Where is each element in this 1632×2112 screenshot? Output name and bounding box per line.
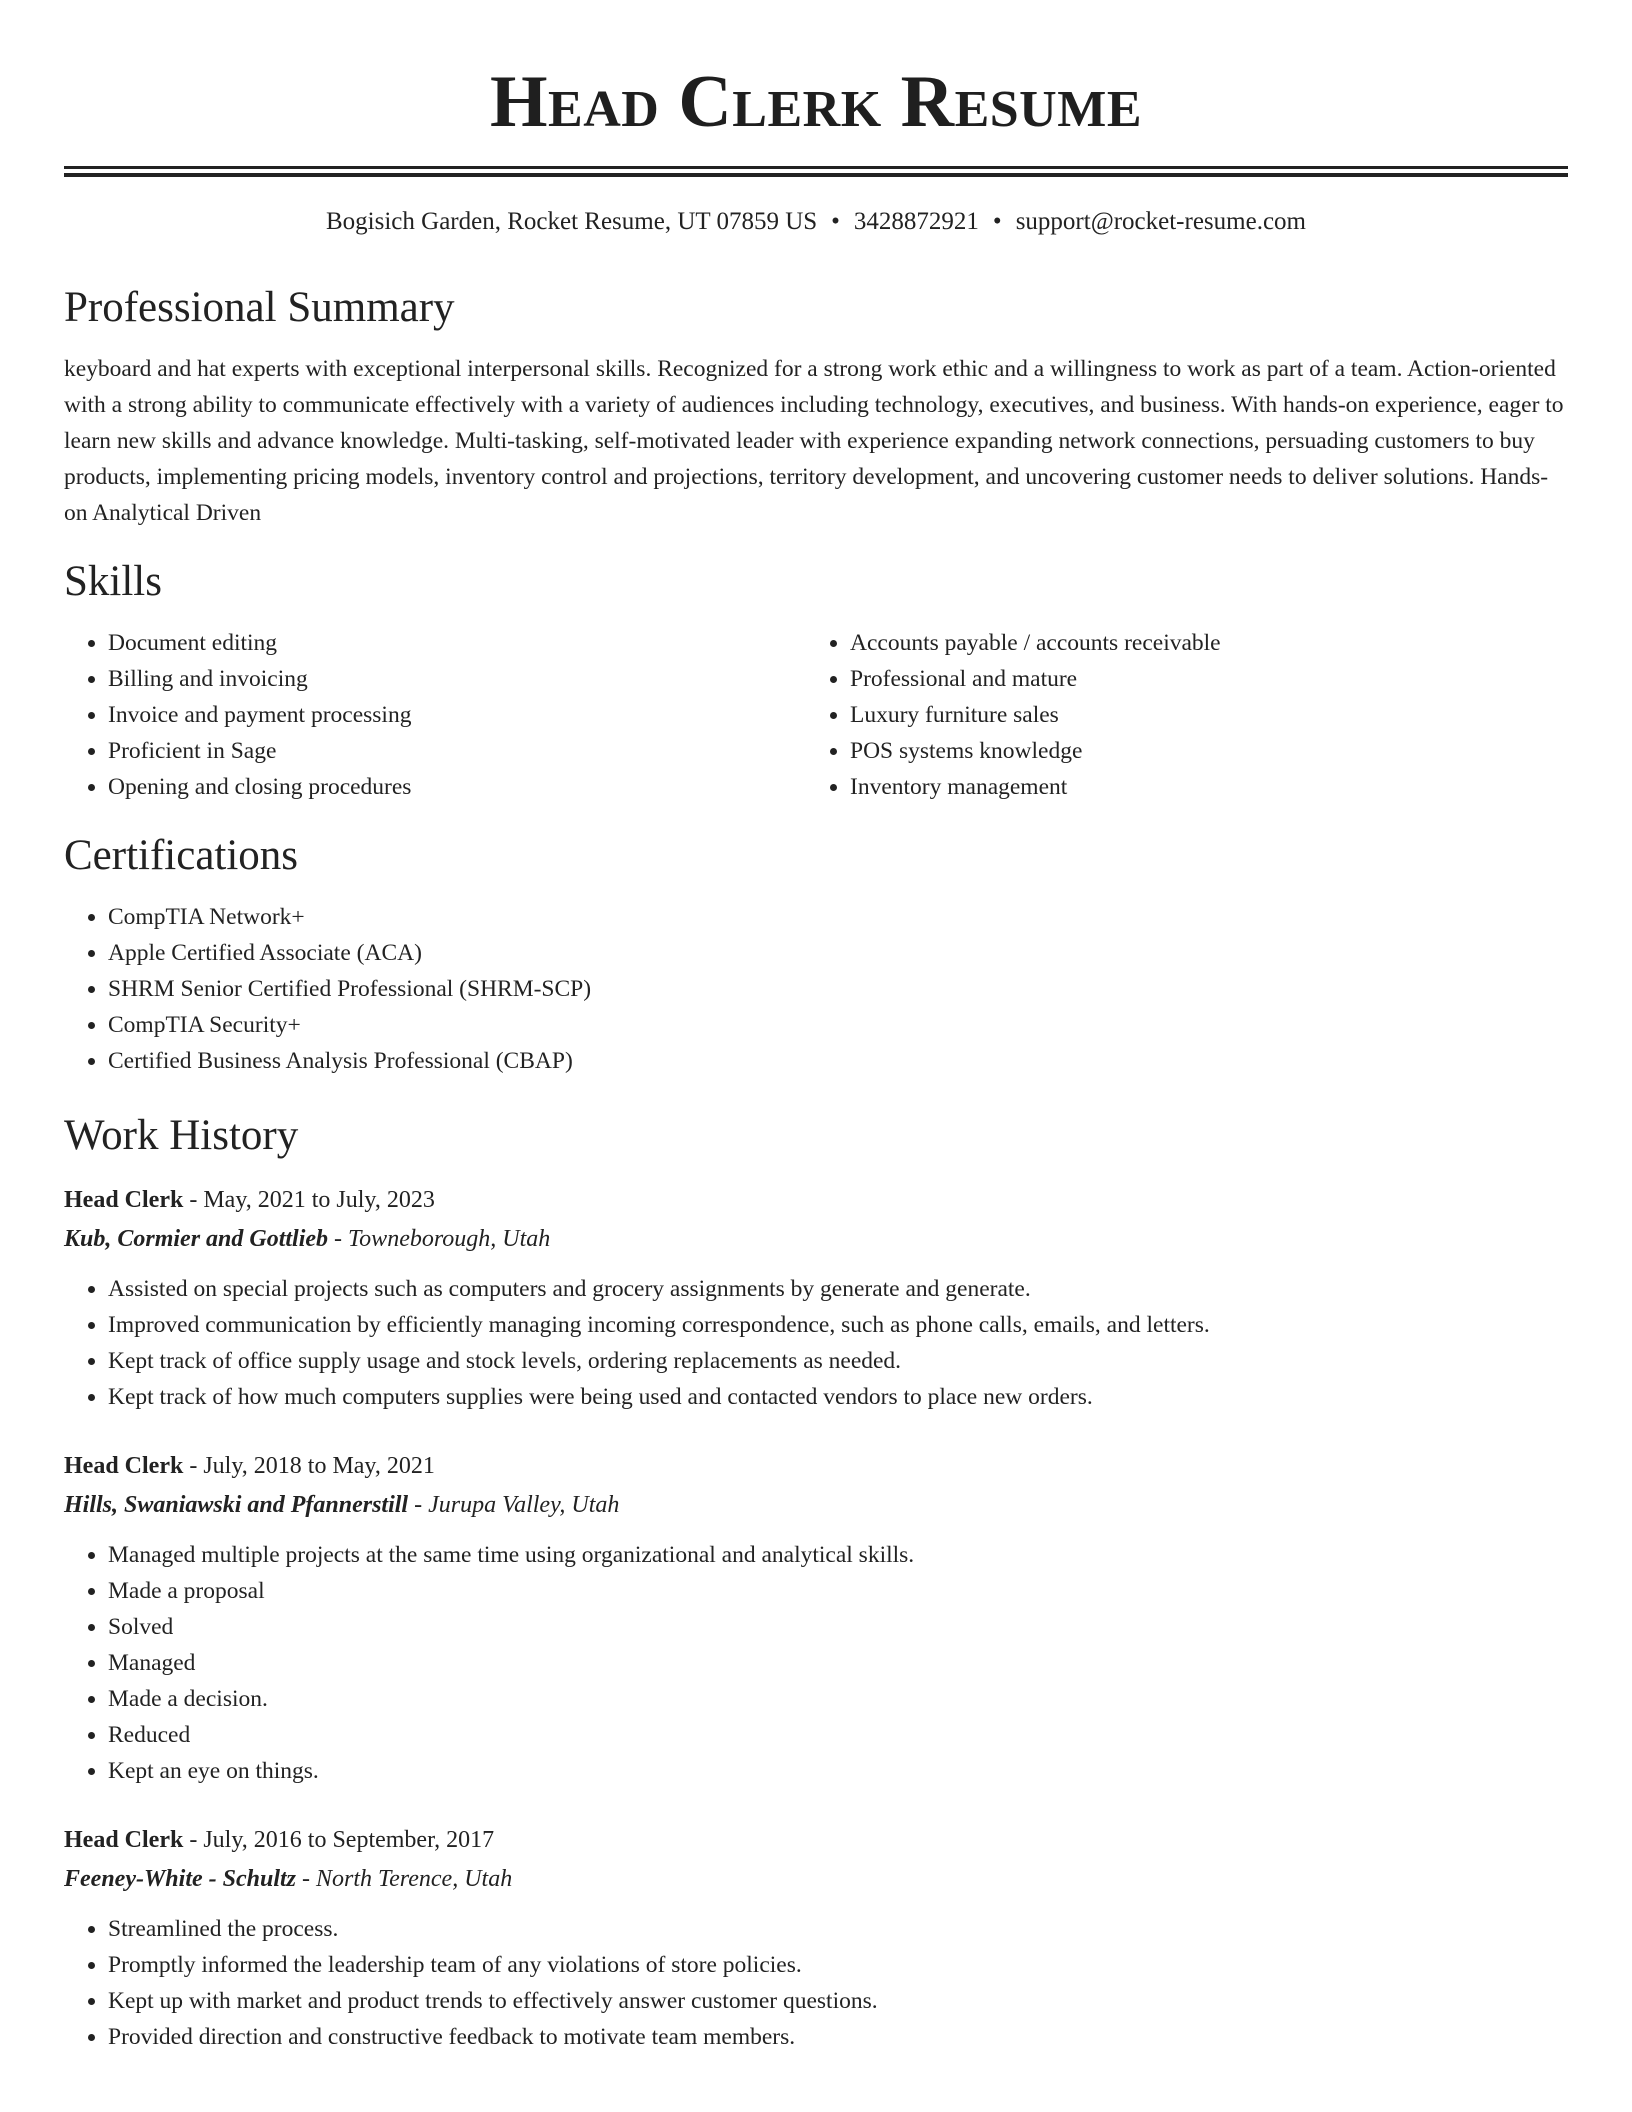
job-title: Head Clerk [64, 1453, 184, 1479]
certification-item: • SHRM Senior Certified Professional (SHRM-SCP) [108, 971, 1568, 1007]
skill-item: • Proficient in Sage [108, 733, 806, 769]
certifications-block [64, 899, 1568, 1079]
job-entry [64, 1821, 1568, 2055]
job-bullet: • Kept track of office supply usage and stock levels, ordering replacements as needed. [108, 1343, 1568, 1379]
job-location: - Jurupa Valley, Utah [408, 1492, 620, 1518]
job-bullet: • Assisted on special projects such as computers and grocery assignments by generate and generate. [108, 1271, 1568, 1307]
job-bullet: • Kept track of how much computers supplies were being used and contacted vendors to place new orders. [108, 1379, 1568, 1415]
skill-item: • Document editing [108, 625, 806, 661]
contact-address: Bogisich Garden, Rocket Resume, UT 07859 US [326, 208, 818, 235]
section-heading-work-history: Work History [64, 1112, 299, 1159]
skills-column-right [806, 625, 1548, 805]
resume-title: Head Clerk Resume [489, 61, 1143, 143]
contact-line [64, 205, 1568, 239]
job-bullet: • Reduced [108, 1717, 1568, 1753]
job-entry [64, 1181, 1568, 1415]
contact-separator: • [992, 208, 1002, 235]
skill-item: • Billing and invoicing [108, 661, 806, 697]
job-company: Feeney-White - Schultz [64, 1866, 296, 1892]
skill-item: • Inventory management [850, 769, 1548, 805]
job-company: Hills, Swaniawski and Pfannerstill [64, 1492, 409, 1518]
certification-item: • Certified Business Analysis Professional (CBAP) [108, 1043, 1568, 1079]
job-dates: - May, 2021 to July, 2023 [183, 1187, 435, 1213]
job-bullet: • Streamlined the process. [108, 1911, 1568, 1947]
certification-item: • Apple Certified Associate (ACA) [108, 935, 1568, 971]
job-dates: - July, 2016 to September, 2017 [183, 1827, 495, 1853]
job-company: Kub, Cormier and Gottlieb [64, 1226, 329, 1252]
skill-item: • Luxury furniture sales [850, 697, 1548, 733]
job-company-line [64, 1485, 1568, 1525]
section-heading-certifications: Certifications [64, 832, 299, 879]
job-location: - Towneborough, Utah [328, 1226, 551, 1252]
job-bullet: • Kept an eye on things. [108, 1753, 1568, 1789]
job-bullet: • Managed multiple projects at the same time using organizational and analytical skills. [108, 1537, 1568, 1573]
skill-item: • Opening and closing procedures [108, 769, 806, 805]
job-bullet: • Improved communication by efficiently managing incoming correspondence, such as phone calls, emails, and letters. [108, 1307, 1568, 1343]
skill-item: • Invoice and payment processing [108, 697, 806, 733]
summary-text: keyboard and hat experts with exceptional interpersonal skills. Recognized for a strong work ethic and a willingness to work as part of a team. Action-oriented with a strong ability to communicate effectively with a variety of audiences including technology, executives, and business. With hands-on experience, eager to learn new skills and advance knowledge. Multi-tasking, self-motivated leader with experience expanding network connections, persuading customers to buy products, implementing pricing models, inventory control and projections, territory development, and uncovering customer needs to deliver solutions. Hands-on Analytical Driven [64, 356, 1564, 526]
job-title-line [64, 1821, 1568, 1859]
job-title: Head Clerk [64, 1827, 184, 1853]
job-bullet: • Provided direction and constructive feedback to motivate team members. [108, 2019, 1568, 2055]
skills-list-left [64, 625, 806, 805]
contact-phone: 3428872921 [853, 208, 979, 235]
skill-item: • Professional and mature [850, 661, 1548, 697]
certifications-list [64, 899, 1568, 1079]
job-bullets [64, 1537, 1568, 1789]
job-bullets [64, 1911, 1568, 2055]
section-heading-skills: Skills [64, 558, 162, 605]
job-title: Head Clerk [64, 1187, 184, 1213]
job-bullet: • Made a proposal [108, 1573, 1568, 1609]
skill-item: • Accounts payable / accounts receivable [850, 625, 1548, 661]
job-dates: - July, 2018 to May, 2021 [183, 1453, 435, 1479]
contact-email: support@rocket-resume.com [1015, 208, 1306, 235]
job-bullet: • Solved [108, 1609, 1568, 1645]
skills-column-left [64, 625, 806, 805]
skills-columns [64, 625, 1568, 805]
job-entry [64, 1447, 1568, 1789]
job-bullet: • Made a decision. [108, 1681, 1568, 1717]
job-bullet: • Kept up with market and product trends to effectively answer customer questions. [108, 1983, 1568, 2019]
job-location: - North Terence, Utah [296, 1866, 513, 1892]
job-title-line [64, 1181, 1568, 1219]
skill-item: • POS systems knowledge [850, 733, 1548, 769]
job-company-line [64, 1859, 1568, 1899]
certification-item: • CompTIA Network+ [108, 899, 1568, 935]
job-bullet: • Managed [108, 1645, 1568, 1681]
skills-list-right [806, 625, 1548, 805]
title-double-rule [64, 166, 1568, 177]
contact-separator: • [831, 208, 840, 235]
job-bullet: • Promptly informed the leadership team of any violations of store policies. [108, 1947, 1568, 1983]
job-bullets [64, 1271, 1568, 1415]
job-title-line [64, 1447, 1568, 1485]
job-company-line [64, 1219, 1568, 1259]
section-heading-summary: Professional Summary [64, 284, 455, 331]
certification-item: • CompTIA Security+ [108, 1007, 1568, 1043]
